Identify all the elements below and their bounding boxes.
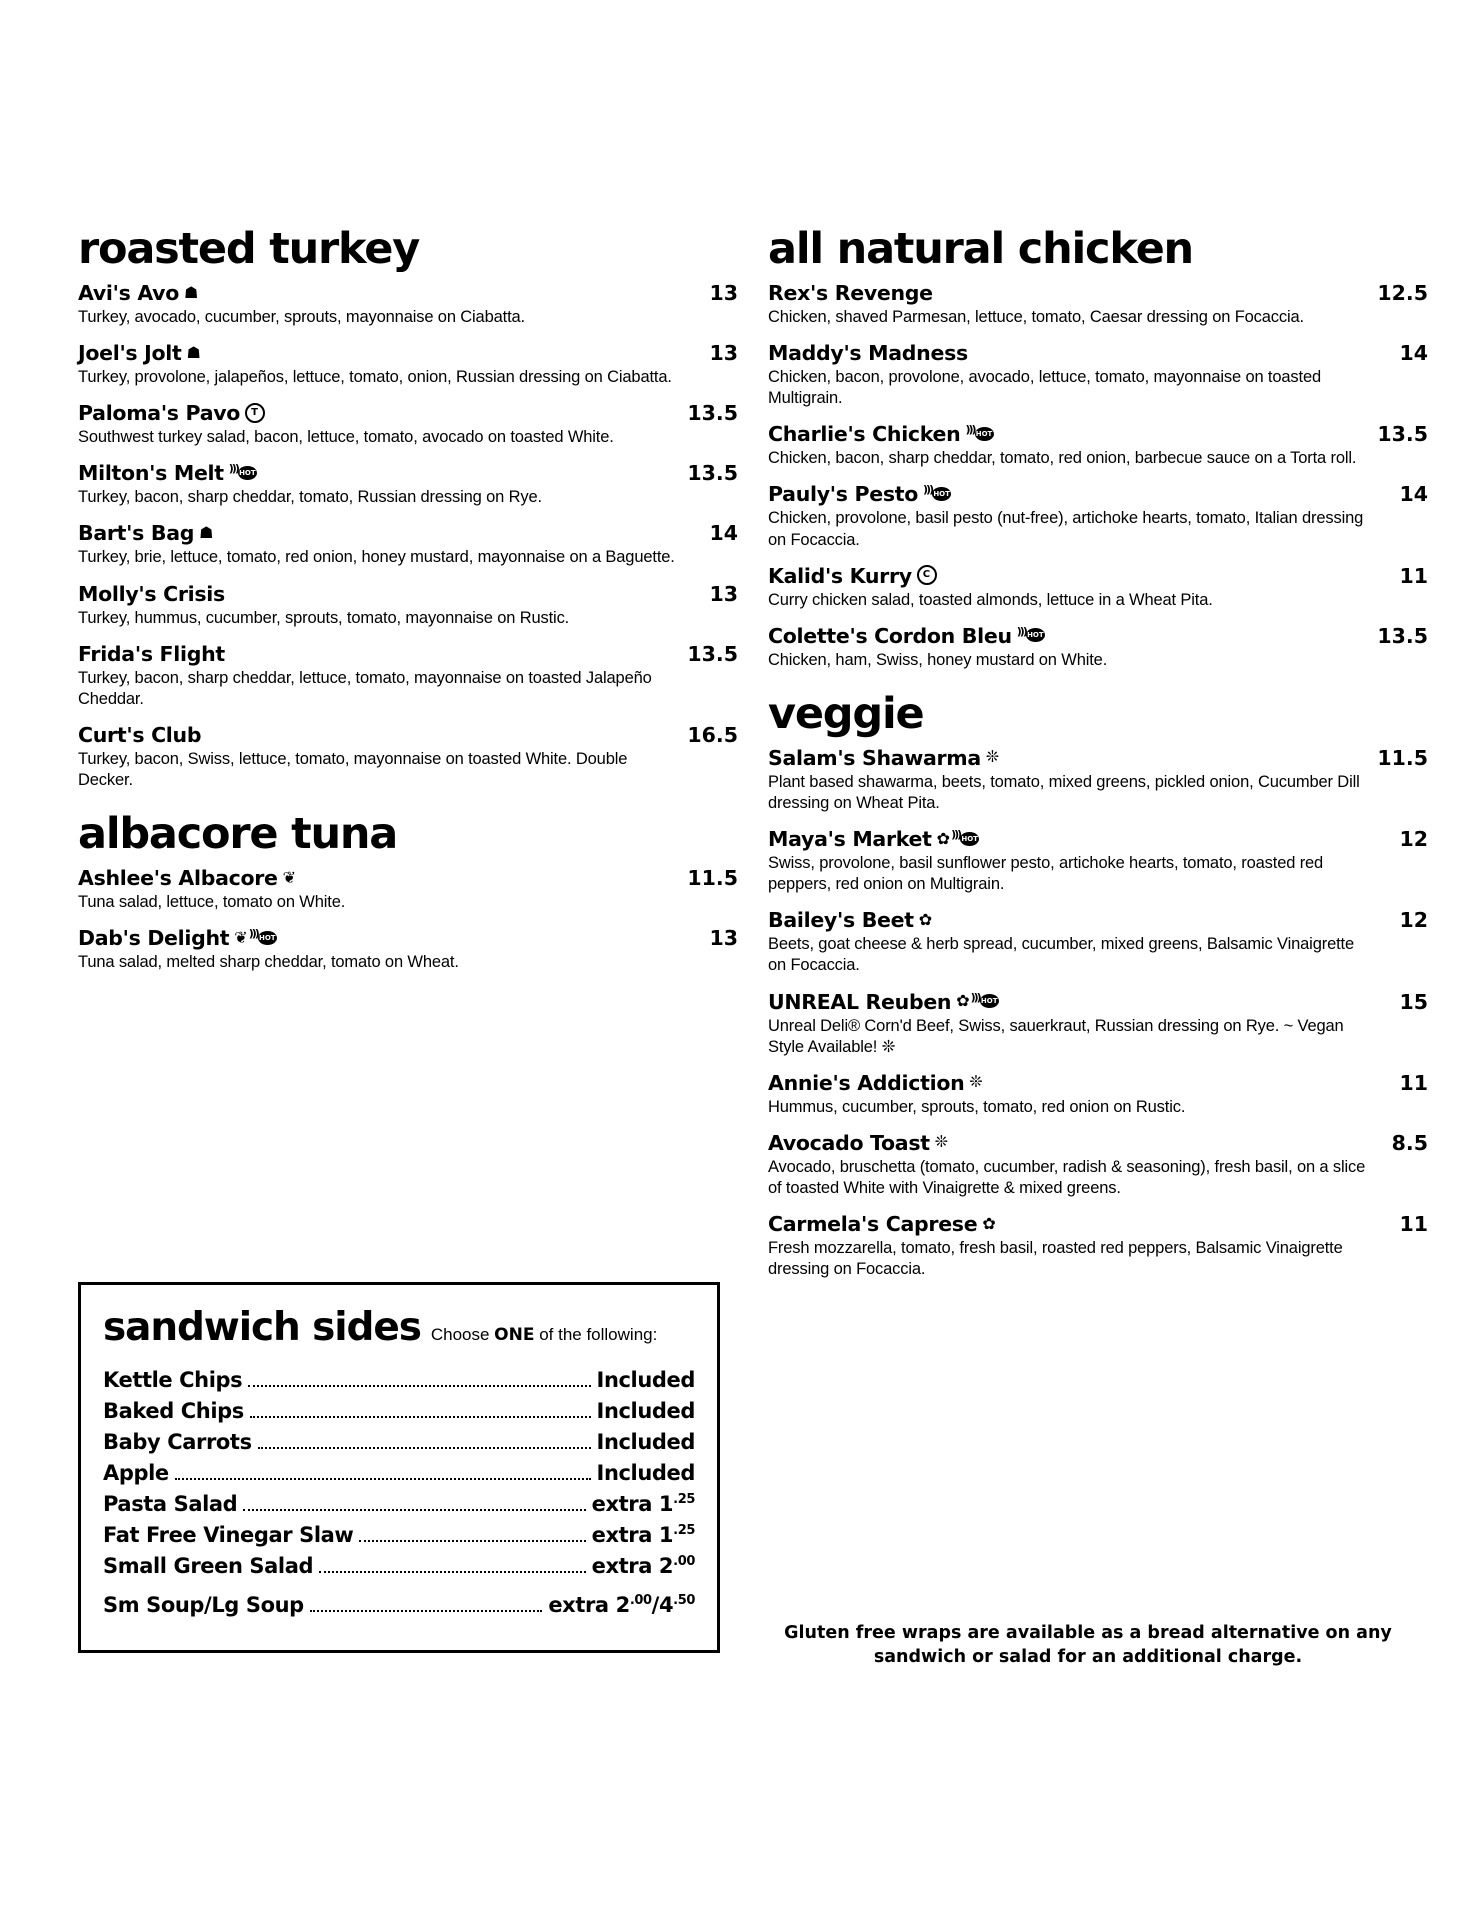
menu-list-all-natural-chicken	[768, 281, 1428, 671]
menu-item-head	[768, 624, 1428, 648]
sandwich-side-value: extra $2^{.00}/4^{.50}$	[548, 1593, 695, 1617]
menu-item-name-text: Avocado Toast	[768, 1130, 930, 1155]
menu-item-price: 13	[709, 281, 738, 305]
sandwich-side-row	[103, 1523, 695, 1548]
bread-icon: ☗	[184, 282, 200, 302]
menu-item-name	[768, 746, 1000, 770]
sandwich-side-name: Baked Chips	[103, 1399, 244, 1423]
sandwich-side-value: Included	[596, 1461, 695, 1485]
menu-item-icons	[184, 284, 199, 303]
menu-item-head	[768, 908, 1428, 932]
menu-item-name	[768, 624, 1045, 648]
menu-item-name	[78, 281, 199, 305]
menu-item-head	[768, 1071, 1428, 1095]
menu-item-description: Turkey, hummus, cucumber, sprouts, tomato, mayonnaise on Rustic.	[78, 608, 570, 627]
menu-item-name	[78, 642, 230, 666]
sandwich-side-value: Included	[596, 1430, 695, 1454]
menu-item-price: 11	[1399, 1070, 1428, 1095]
menu-item-name-text: Joel's Jolt	[78, 341, 182, 366]
leaf-icon: ✿	[956, 991, 971, 1011]
menu-item-description: Beets, goat cheese & herb spread, cucumber, mixed greens, Balsamic Vinaigrette on Focaccia.	[768, 935, 1354, 975]
menu-item	[768, 422, 1428, 469]
menu-item-name	[78, 723, 206, 747]
menu-item-name	[78, 341, 202, 365]
sandwich-sides-header	[103, 1305, 695, 1350]
menu-item-head	[768, 482, 1428, 506]
menu-item-name	[768, 281, 938, 305]
menu-item	[768, 1071, 1428, 1118]
menu-item-description: Turkey, brie, lettuce, tomato, red onion, honey mustard, mayonnaise on a Baguette.	[78, 548, 675, 567]
gluten-free-footnote: Gluten free wraps are available as a bread alternative on any sandwich or salad for an additional charge.	[784, 1623, 1392, 1667]
menu-item-price: 13.5	[1377, 422, 1428, 447]
menu-item-price: 13	[709, 341, 738, 366]
menu-item-head	[768, 1131, 1428, 1155]
menu-item-name-text: Annie's Addiction	[768, 1070, 965, 1095]
menu-item-description: Southwest turkey salad, bacon, lettuce, tomato, avocado on toasted White.	[78, 428, 614, 447]
sandwich-side-row	[103, 1554, 695, 1579]
menu-item	[768, 990, 1428, 1058]
hot-icon: HOT	[258, 931, 277, 945]
circle-c-icon: C	[917, 565, 937, 585]
menu-item	[768, 746, 1428, 814]
menu-item	[78, 926, 738, 973]
sandwich-side-name: Baby Carrots	[103, 1430, 252, 1454]
sandwich-side-name: Pasta Salad	[103, 1492, 238, 1516]
leader-dots	[310, 1609, 543, 1612]
menu-item-name	[768, 422, 994, 446]
menu-item-price: 11	[1399, 563, 1428, 588]
sandwich-side-name: Kettle Chips	[103, 1368, 243, 1392]
menu-item	[78, 642, 738, 710]
menu-item-icons	[986, 749, 1000, 768]
sandwich-side-name: Fat Free Vinegar Slaw	[103, 1523, 354, 1547]
menu-item-price: 11	[1399, 1212, 1428, 1237]
hot-icon: HOT	[238, 466, 257, 480]
menu-item-name	[78, 521, 214, 545]
menu-item-icons	[965, 425, 993, 444]
leader-dots	[243, 1508, 585, 1511]
menu-item-name	[768, 827, 979, 851]
sandwich-side-value: Included	[596, 1399, 695, 1423]
sandwich-side-value: extra $1^{.25}$	[591, 1492, 695, 1516]
menu-item-head	[78, 723, 738, 747]
menu-item-price: 12	[1399, 827, 1428, 852]
sandwich-side-name: Small Green Salad	[103, 1554, 314, 1578]
menu-item-name-text: Frida's Flight	[78, 641, 225, 666]
menu-item-head	[78, 926, 738, 950]
menu-item-name-text: Paloma's Pavo	[78, 401, 241, 426]
menu-item-head	[78, 642, 738, 666]
menu-item-icons	[935, 1134, 949, 1153]
menu-item-price: 12	[1399, 908, 1428, 933]
menu-item-name	[78, 866, 297, 890]
menu-item-name	[768, 1071, 984, 1095]
menu-item-icons	[245, 404, 265, 423]
menu-item-price: 13	[709, 926, 738, 951]
sandwich-side-name: Sm Soup/Lg Soup	[103, 1593, 304, 1617]
menu-item-description: Chicken, provolone, basil pesto (nut-free), artichoke hearts, tomato, Italian dressing on Focaccia.	[768, 509, 1364, 549]
menu-item	[78, 723, 738, 791]
menu-item-name-text: Kalid's Kurry	[768, 563, 912, 588]
menu-item	[78, 461, 738, 508]
steam-icon: )))	[965, 423, 975, 437]
menu-item-head	[78, 341, 738, 365]
section-title-roasted-turkey: roasted turkey	[78, 224, 420, 274]
hot-icon: HOT	[980, 994, 999, 1008]
menu-item-head	[768, 281, 1428, 305]
menu-list-veggie	[768, 746, 1428, 1280]
menu-item-description: Chicken, shaved Parmesan, lettuce, tomato, Caesar dressing on Focaccia.	[768, 308, 1304, 326]
sandwich-side-row	[103, 1461, 695, 1486]
vegan-star-icon: ❊	[985, 747, 1001, 767]
menu-item-name-text: Carmela's Caprese	[768, 1212, 978, 1237]
leader-dots	[319, 1570, 586, 1573]
menu-item-price: 13.5	[687, 461, 738, 486]
menu-item-head	[78, 461, 738, 485]
menu-item-price: 11.5	[687, 866, 738, 891]
menu-item	[768, 1131, 1428, 1199]
menu-item-icons	[187, 344, 202, 363]
menu-item-icons	[917, 567, 937, 586]
sandwich-sides-rows	[103, 1368, 695, 1618]
menu-item-head	[768, 341, 1428, 365]
menu-item-name-text: Charlie's Chicken	[768, 422, 961, 447]
menu-item-icons	[982, 1215, 996, 1234]
menu-item	[768, 908, 1428, 976]
menu-item-description: Unreal Deli® Corn'd Beef, Swiss, sauerkraut, Russian dressing on Rye. ~ Vegan Style Available! ❊	[768, 1016, 1344, 1056]
menu-item-name-text: Avi's Avo	[78, 281, 180, 305]
menu-item-name-text: Ashlee's Albacore	[78, 866, 278, 891]
menu-item-description: Turkey, avocado, cucumber, sprouts, mayonnaise on Ciabatta.	[78, 308, 525, 326]
menu-item-name	[768, 564, 937, 588]
menu-item-icons	[969, 1074, 983, 1093]
menu-item-description: Turkey, provolone, jalapeños, lettuce, tomato, onion, Russian dressing on Ciabatta.	[78, 368, 672, 387]
sandwich-side-row	[103, 1492, 695, 1517]
menu-item-description: Chicken, bacon, provolone, avocado, lettuce, tomato, mayonnaise on toasted Multigrain.	[768, 368, 1322, 408]
sandwich-sides-box	[78, 1282, 720, 1653]
menu-item-name-text: Milton's Melt	[78, 461, 224, 486]
bread-icon: ☗	[186, 342, 202, 362]
menu-item-description: Chicken, ham, Swiss, honey mustard on White.	[768, 650, 1108, 669]
menu-item-name-text: Molly's Crisis	[78, 581, 225, 606]
menu-item-icons	[229, 464, 257, 483]
menu-item	[768, 564, 1428, 611]
menu-item-icons	[956, 990, 999, 1012]
menu-item-head	[78, 582, 738, 606]
menu-item-icons	[199, 524, 214, 543]
sandwich-sides-subtitle: Choose ONE of the following:	[430, 1325, 658, 1345]
hot-icon: HOT	[975, 427, 994, 441]
menu-item	[768, 281, 1428, 328]
menu-item-head	[768, 564, 1428, 588]
menu-item-name-text: Pauly's Pesto	[768, 482, 919, 507]
menu-item-description: Hummus, cucumber, sprouts, tomato, red onion on Rustic.	[768, 1097, 1186, 1116]
steam-icon: )))	[923, 483, 933, 497]
menu-item-icons	[923, 485, 951, 504]
menu-item-price: 13.5	[1377, 623, 1428, 648]
menu-item-price: 13	[709, 581, 738, 606]
sandwich-side-row	[103, 1593, 695, 1618]
menu-item-name-text: Salam's Shawarma	[768, 745, 981, 770]
menu-item-name	[78, 926, 277, 950]
sandwich-side-row	[103, 1399, 695, 1424]
steam-icon: )))	[248, 927, 258, 941]
leader-dots	[258, 1446, 591, 1449]
menu-item-description: Turkey, bacon, sharp cheddar, tomato, Russian dressing on Rye.	[78, 488, 542, 507]
left-column	[78, 224, 738, 986]
menu-item-head	[768, 422, 1428, 446]
menu-item-name	[78, 582, 230, 606]
menu-item-head	[768, 827, 1428, 851]
menu-item-icons	[937, 830, 980, 849]
menu-item-head	[78, 521, 738, 545]
leaf-icon: ✿	[982, 1213, 997, 1233]
menu-item-price: 13.5	[687, 641, 738, 666]
menu-list-albacore-tuna	[78, 866, 738, 973]
menu-item-price: 11.5	[1377, 745, 1428, 770]
menu-item-icons	[234, 929, 277, 948]
menu-item-description: Turkey, bacon, Swiss, lettuce, tomato, mayonnaise on toasted White. Double Decker.	[78, 749, 628, 789]
menu-item-head	[768, 746, 1428, 770]
menu-item-description: Tuna salad, melted sharp cheddar, tomato on Wheat.	[78, 953, 459, 972]
menu-item-name-text: Maddy's Madness	[768, 341, 968, 366]
leaf-icon: ✿	[918, 909, 934, 929]
menu-item-price: 15	[1399, 989, 1428, 1014]
leader-dots	[175, 1477, 591, 1480]
section-title-veggie: veggie	[768, 688, 924, 739]
menu-item-description: Tuna salad, lettuce, tomato on White.	[78, 893, 346, 912]
menu-item-name-text: Rex's Revenge	[768, 281, 933, 305]
menu-item-description: Fresh mozzarella, tomato, fresh basil, roasted red peppers, Balsamic Vinaigrette dressing on Focaccia.	[768, 1239, 1343, 1279]
menu-item-name-text: Dab's Delight	[78, 926, 230, 951]
sandwich-side-row	[103, 1430, 695, 1455]
steam-icon: )))	[1016, 624, 1026, 638]
steam-icon: )))	[228, 462, 238, 476]
menu-item-price: 16.5	[687, 722, 738, 747]
leader-dots	[248, 1384, 590, 1387]
section-title-all-natural-chicken: all natural chicken	[768, 224, 1193, 274]
menu-item-description: Turkey, bacon, sharp cheddar, lettuce, tomato, mayonnaise on toasted Jalapeño Cheddar.	[78, 668, 652, 708]
menu-item	[768, 341, 1428, 409]
hot-icon: HOT	[960, 832, 979, 846]
menu-item-name	[768, 341, 973, 365]
sandwich-side-value: extra $2^{.00}$	[591, 1554, 695, 1578]
menu-item-head	[768, 1212, 1428, 1236]
menu-item-description: Avocado, bruschetta (tomato, cucumber, radish & seasoning), fresh basil, on a slice of toasted White with Vinaigrette & mixed greens.	[768, 1157, 1366, 1197]
menu-item-head	[78, 866, 738, 890]
menu-item-name	[768, 990, 999, 1014]
menu-item-description: Chicken, bacon, sharp cheddar, tomato, red onion, barbecue sauce on a Torta roll.	[768, 449, 1357, 468]
bread-icon: ☗	[199, 522, 215, 542]
leader-dots	[359, 1539, 585, 1542]
section-title-albacore-tuna: albacore tuna	[78, 809, 398, 860]
menu-item-price: 14	[709, 521, 738, 546]
menu-item	[768, 482, 1428, 550]
sandwich-side-value: extra $1^{.25}$	[591, 1523, 695, 1547]
menu-item-name	[768, 1212, 997, 1236]
menu-item-price: 14	[1399, 341, 1428, 366]
vegan-star-icon: ❊	[969, 1072, 984, 1092]
menu-item	[768, 827, 1428, 895]
menu-item-name	[768, 908, 933, 932]
leader-dots	[250, 1415, 591, 1418]
menu-item-name-text: Curt's Club	[78, 722, 202, 747]
menu-item-price: 8.5	[1391, 1130, 1428, 1155]
menu-item	[768, 624, 1428, 671]
circle-t-icon: T	[245, 403, 265, 423]
sandwich-side-row	[103, 1368, 695, 1393]
fish-icon: ❦	[234, 927, 249, 947]
sandwich-side-value: Included	[596, 1368, 695, 1392]
menu-item-description: Curry chicken salad, toasted almonds, lettuce in a Wheat Pita.	[768, 590, 1213, 609]
menu-item-description: Swiss, provolone, basil sunflower pesto, artichoke hearts, tomato, roasted red peppers, red onion on Multigrain.	[768, 854, 1324, 894]
menu-item	[78, 582, 738, 629]
menu-item-name-text: Bart's Bag	[78, 521, 195, 546]
menu-item-name	[78, 401, 265, 425]
menu-list-roasted-turkey	[78, 281, 738, 791]
menu-item	[78, 866, 738, 913]
menu-item-icons	[919, 911, 933, 930]
menu-item-description: Plant based shawarma, beets, tomato, mixed greens, pickled onion, Cucumber Dill dressing on Wheat Pita.	[768, 772, 1360, 812]
menu-item	[78, 401, 738, 448]
menu-item-name-text: Colette's Cordon Bleu	[768, 623, 1012, 648]
menu-item-head	[78, 401, 738, 425]
menu-item-name	[78, 461, 257, 485]
menu-item	[78, 341, 738, 388]
menu-item-icons	[283, 869, 297, 888]
menu-item	[78, 281, 738, 328]
menu-item-head	[768, 990, 1428, 1014]
sandwich-sides-title: sandwich sides	[103, 1305, 421, 1350]
sandwich-side-name: Apple	[103, 1461, 169, 1485]
menu-item-icons	[1016, 624, 1045, 646]
menu-item-name	[768, 1131, 949, 1155]
menu-item-name-text: UNREAL Reuben	[768, 989, 952, 1014]
menu-item-name-text: Maya's Market	[768, 827, 932, 852]
menu-item-head	[78, 281, 738, 305]
menu-item	[78, 521, 738, 568]
menu-item-price: 12.5	[1377, 281, 1428, 305]
steam-icon: )))	[970, 990, 980, 1004]
hot-icon: HOT	[932, 487, 951, 501]
menu-item	[768, 1212, 1428, 1280]
vegan-star-icon: ❊	[934, 1132, 950, 1152]
right-column	[768, 224, 1428, 1293]
fish-icon: ❦	[282, 867, 298, 887]
hot-icon: HOT	[1026, 628, 1045, 642]
steam-icon: )))	[951, 828, 961, 842]
leaf-icon: ✿	[936, 828, 952, 848]
menu-item-price: 14	[1399, 482, 1428, 507]
menu-item-price: 13.5	[687, 401, 738, 426]
menu-item-name	[768, 482, 951, 506]
menu-item-name-text: Bailey's Beet	[768, 908, 914, 933]
